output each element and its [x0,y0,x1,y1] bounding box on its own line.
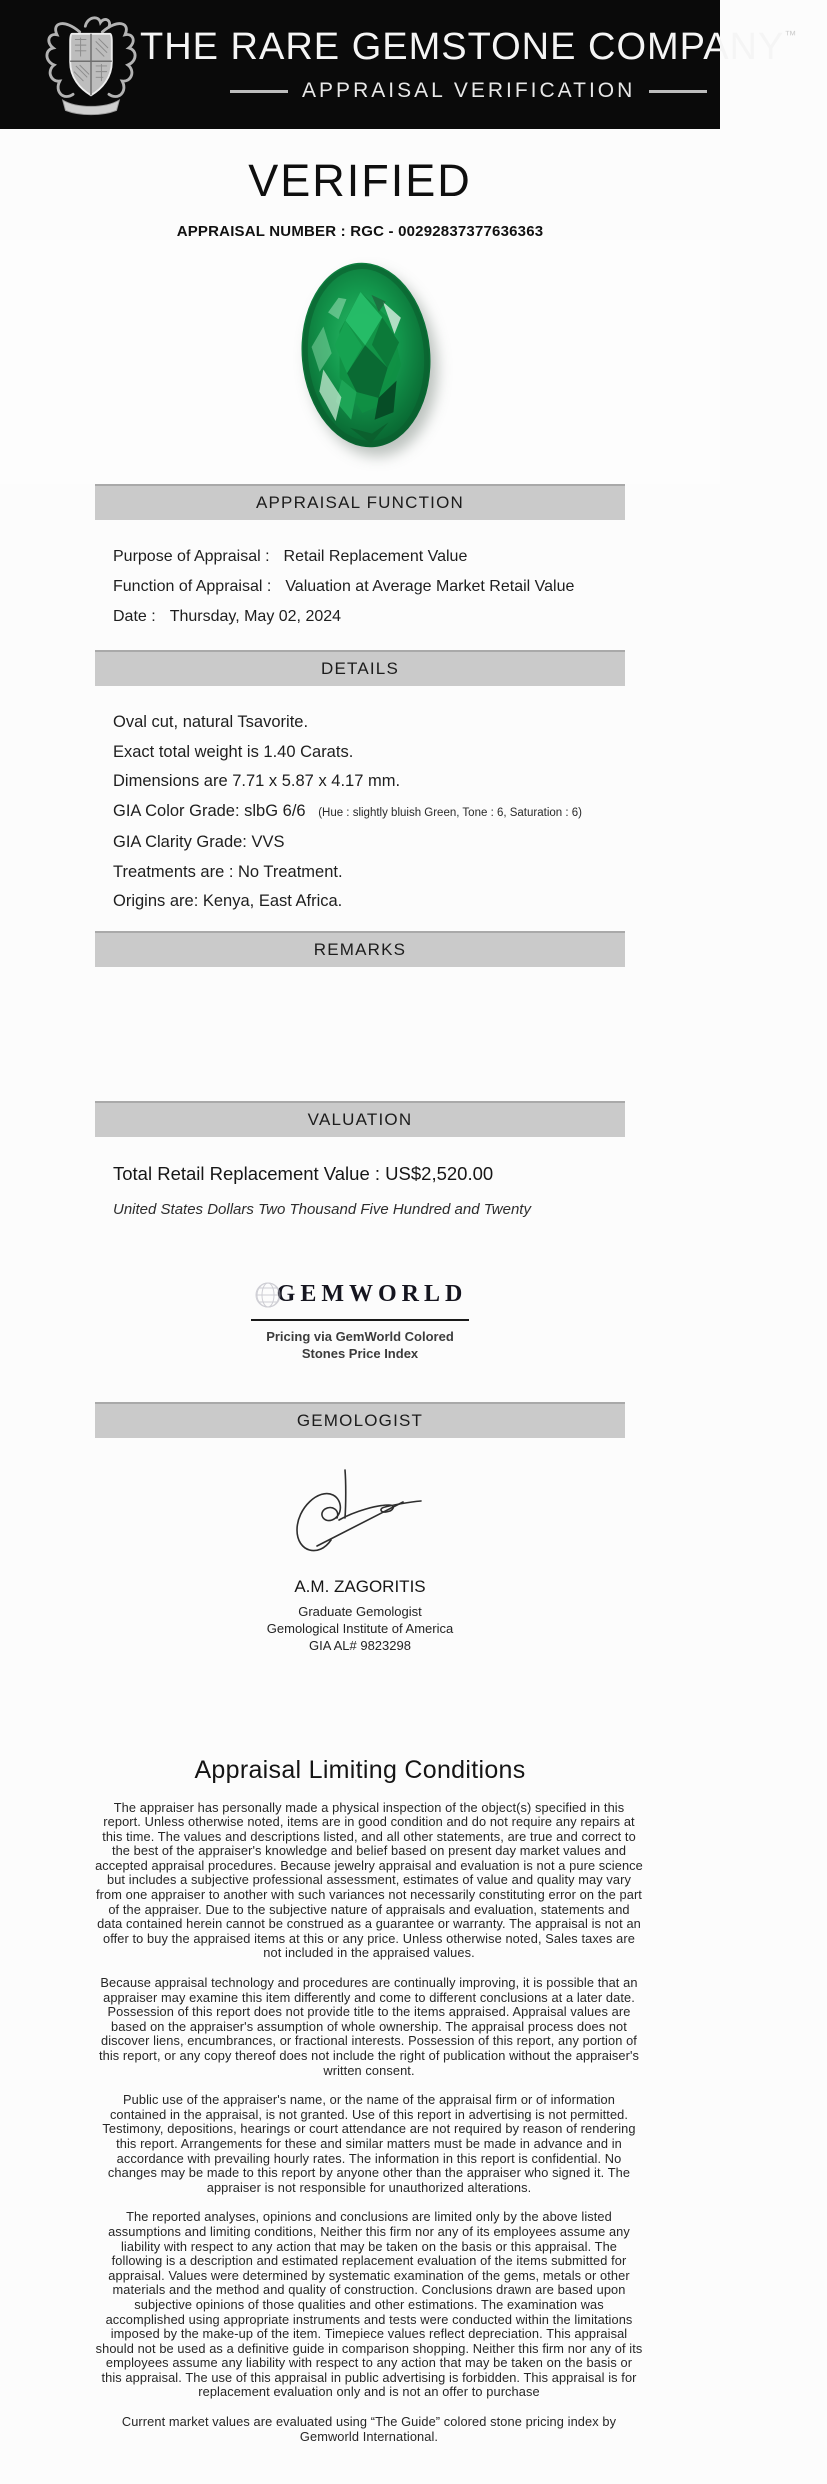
gem-photo-block [0,240,720,484]
limiting-conditions-paragraphs [95,1801,643,2445]
limiting-paragraph-4: The reported analyses, opinions and conclusions are limited only by the above listed assumptions and limiting conditions, Neither this firm nor any of its employees assume any liability with respect to any action that may be taken on the basis or this appraisal. The following is a description and estimated replacement evaluation of the items submitted for appraisal. Values were determined by systematic examination of the gems, metals or other materials and the method and quality of construction. Conclusions drawn are based upon subjective opinions of those qualities and other estimations. The examination was accomplished using appropriate instruments and tests were conducted within the limitations imposed by the make-up of the item. Timepiece values reflect depreciation. This appraisal should not be used as a definitive guide in comparison shopping. Neither this firm nor any of its employees assume any liability with respect to any action that may be taken on the basis or this appraisal. The use of this appraisal in public advertising is forbidden. This appraisal is for replacement evaluation only and is not an offer to purchase [95,2209,643,2400]
signature-icon [285,1464,435,1564]
field-value: Valuation at Average Market Retail Value [285,578,575,595]
limiting-paragraph-5: Current market values are evaluated using “The Guide” colored stone pricing index by Gemworld International. [121,2414,617,2444]
content-column [95,484,643,2444]
document-subtitle: APPRAISAL VERIFICATION [302,79,636,102]
tsavorite-gem-image [293,252,439,458]
section-header-gemologist [95,1402,625,1438]
section-title: GEMOLOGIST [296,1410,424,1430]
subtitle-row [140,79,797,103]
detail-dimensions [113,767,607,797]
detail-text: Oval cut, natural Tsavorite. [113,713,309,731]
section-header-valuation [95,1101,625,1137]
field-function [113,572,607,602]
company-title [140,26,797,69]
detail-text: GIA Clarity Grade: VVS [113,833,285,851]
field-label: Date : [113,608,156,625]
detail-text: Exact total weight is 1.40 Carats. [113,742,354,761]
gemologist-signature-area [95,1438,625,1654]
subtitle-rule-right [649,90,707,93]
section-title: DETAILS [321,659,399,678]
valuation-amount-words: United States Dollars Two Thousand Five Hundred and Twenty [113,1200,531,1218]
field-purpose [113,542,607,572]
section-title: REMARKS [313,939,407,959]
section-header-remarks [95,931,625,967]
detail-color-grade [113,797,607,829]
detail-text: GIA Color Grade: slbG 6/6 [113,801,306,820]
section-header-appraisal-function [95,484,625,520]
detail-text: Origins are: Kenya, East Africa. [113,892,343,910]
gemworld-caption-line1: Pricing via GemWorld Colored [266,1328,454,1344]
gemologist-license: GIA AL# 9823298 [309,1637,411,1653]
limiting-paragraph-3: Public use of the appraiser's name, or the name of the appraisal firm or of information contained in the appraisal, is not granted. Use of this report in advertising is not permitted. Testimony, depositions, hearings or court attendance are not required by reason of rendering this report. Arrangements for these and similar matters must be made in advance and in accordance with prevailing hourly rates. The information in this report is confidential. No changes may be made to this report by anyone other than the appraiser who signed it. The appraiser is not responsible for unauthorized alterations. [102,2092,636,2195]
masthead-text [140,26,827,103]
gemworld-rule [251,1319,469,1321]
details-lines [95,686,625,931]
gemologist-credential [95,1603,625,1654]
field-value: Retail Replacement Value [283,548,468,565]
gemologist-institute: Gemological Institute of America [266,1620,454,1636]
limiting-conditions-section [95,1755,643,2445]
detail-origins [113,887,607,917]
subtitle-rule-left [230,90,288,93]
verified-block [0,129,720,240]
limiting-paragraph-1: The appraiser has personally made a physical inspection of the object(s) specified in this report. Unless otherwise noted, items are in good condition and do not require any repairs at this time. The values and descriptions listed, and all other statements, are true and correct to the best of the appraiser's knowledge and belief based on present day market values and accepted appraisal procedures. Because jewelry appraisal and evaluation is not a pure science but includes a subjective professional assessment, estimates of value and quality may vary from one appraiser to another with such variances not necessarily constituting error on the part of the appraiser. Due to the subjective nature of appraisals and evaluation, statements and data contained herein cannot be construed as a guarantee or warranty. The appraisal is not an offer to buy the appraised items at this or any price. Unless otherwise noted, Sales taxes are not included in the appraised values. [95,1799,643,1961]
detail-note: (Hue : slightly bluish Green, Tone : 6, Saturation : 6) [318,806,582,819]
heraldic-crest-icon [42,13,140,117]
company-name: THE RARE GEMSTONE COMPANY [140,26,785,68]
gemologist-title: Graduate Gemologist [298,1603,422,1619]
verified-status: VERIFIED [248,155,472,206]
field-label: Purpose of Appraisal : [113,548,270,565]
section-title: VALUATION [307,1109,413,1129]
gemworld-pricing-block [95,1280,625,1362]
valuation-total: Total Retail Replacement Value : US$2,520.00 [113,1162,494,1184]
globe-icon [253,1280,283,1310]
detail-treatments [113,858,607,888]
detail-weight [113,738,607,768]
gemworld-logo [253,1280,468,1310]
section-header-details [95,650,625,686]
appraisal-number: APPRAISAL NUMBER : RGC - 00292837377636363 [176,223,544,240]
masthead [0,0,798,129]
gemologist-name: A.M. ZAGORITIS [294,1576,426,1596]
section-title: APPRAISAL FUNCTION [255,493,464,512]
appraisal-function-fields [95,520,625,650]
field-value: Thursday, May 02, 2024 [169,608,342,625]
detail-text: Treatments are : No Treatment. [113,862,343,881]
detail-cut [113,708,607,738]
trademark-symbol: ™ [784,28,798,42]
gemworld-wordmark: GEMWORLD [276,1281,468,1307]
valuation-body [95,1137,625,1218]
field-label: Function of Appraisal : [113,578,272,595]
limiting-paragraph-2: Because appraisal technology and procedures are continually improving, it is possible that an appraiser may examine this item differently and come to different conclusions at a later date. Possession of this report does not provide title to the items appraised. Appraisal values are based on the appraiser's assumption of whole ownership. The appraisal process does not discover liens, encumbrances, or fractional interests. Possession of this report, any portion of this report, or any copy thereof does not include the right of publication without the appraiser's written consent. [98,1975,640,2078]
remarks-content [95,967,625,1101]
detail-text: Dimensions are 7.71 x 5.87 x 4.17 mm. [113,772,401,790]
limiting-conditions-title: Appraisal Limiting Conditions [194,1755,526,1784]
gemworld-caption-line2: Stones Price Index [301,1345,419,1361]
detail-clarity-grade [113,828,607,858]
field-date [113,602,607,632]
